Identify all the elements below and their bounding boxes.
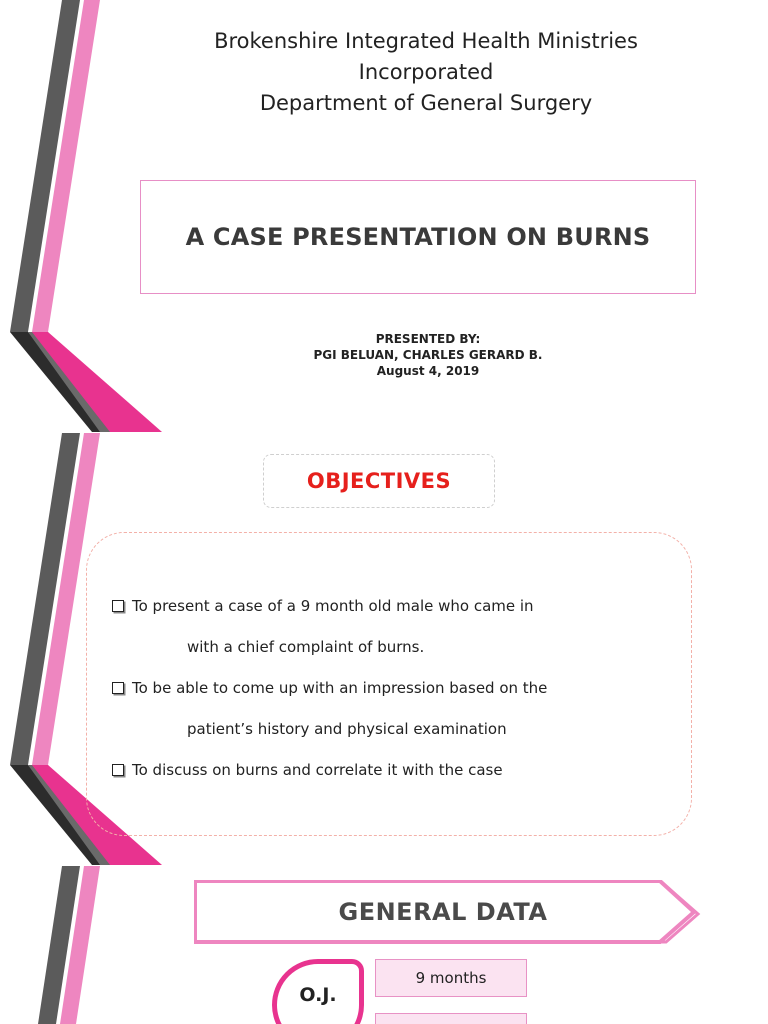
presented-by-label: PRESENTED BY: (375, 332, 481, 346)
org-line: Brokenshire Integrated Health Ministries (214, 29, 638, 53)
objective-text: To discuss on burns and correlate it with the case (132, 761, 503, 779)
ribbon-decoration (0, 866, 170, 1024)
objective-item-continued (187, 719, 507, 739)
objectives-slide (0, 433, 768, 865)
objective-text: with a chief complaint of burns. (187, 638, 425, 656)
case-title: A CASE PRESENTATION ON BURNS (185, 223, 651, 251)
objectives-title: OBJECTIVES (306, 469, 452, 493)
objective-item (112, 678, 547, 698)
title-slide (0, 0, 768, 432)
objective-item (112, 596, 534, 616)
objective-text: To present a case of a 9 month old male who came in (132, 597, 534, 615)
checkbox-bullet-icon (112, 764, 124, 776)
objective-item (112, 760, 503, 780)
general-data-slide (0, 866, 768, 1024)
objective-text: patient’s history and physical examination (187, 720, 507, 738)
org-line: Incorporated (358, 60, 494, 84)
checkbox-bullet-icon (112, 682, 124, 694)
patient-initials-badge (272, 959, 364, 1024)
presenter-name: PGI BELUAN, CHARLES GERARD B. (313, 348, 543, 362)
objective-item-continued (187, 637, 424, 657)
age-value: 9 months (415, 969, 487, 987)
objective-text: To be able to come up with an impression based on the (132, 679, 548, 697)
presentation-date: August 4, 2019 (376, 364, 480, 378)
organization-heading (150, 26, 702, 119)
case-title-box (140, 180, 696, 294)
presenter-block (210, 331, 646, 379)
age-field (375, 959, 527, 997)
patient-initials: O.J. (299, 984, 337, 1006)
general-data-title: GENERAL DATA (338, 898, 548, 926)
objectives-heading-box (263, 454, 495, 508)
checkbox-bullet-icon (112, 600, 124, 612)
info-field (375, 1013, 527, 1024)
department-line: Department of General Surgery (259, 91, 593, 115)
